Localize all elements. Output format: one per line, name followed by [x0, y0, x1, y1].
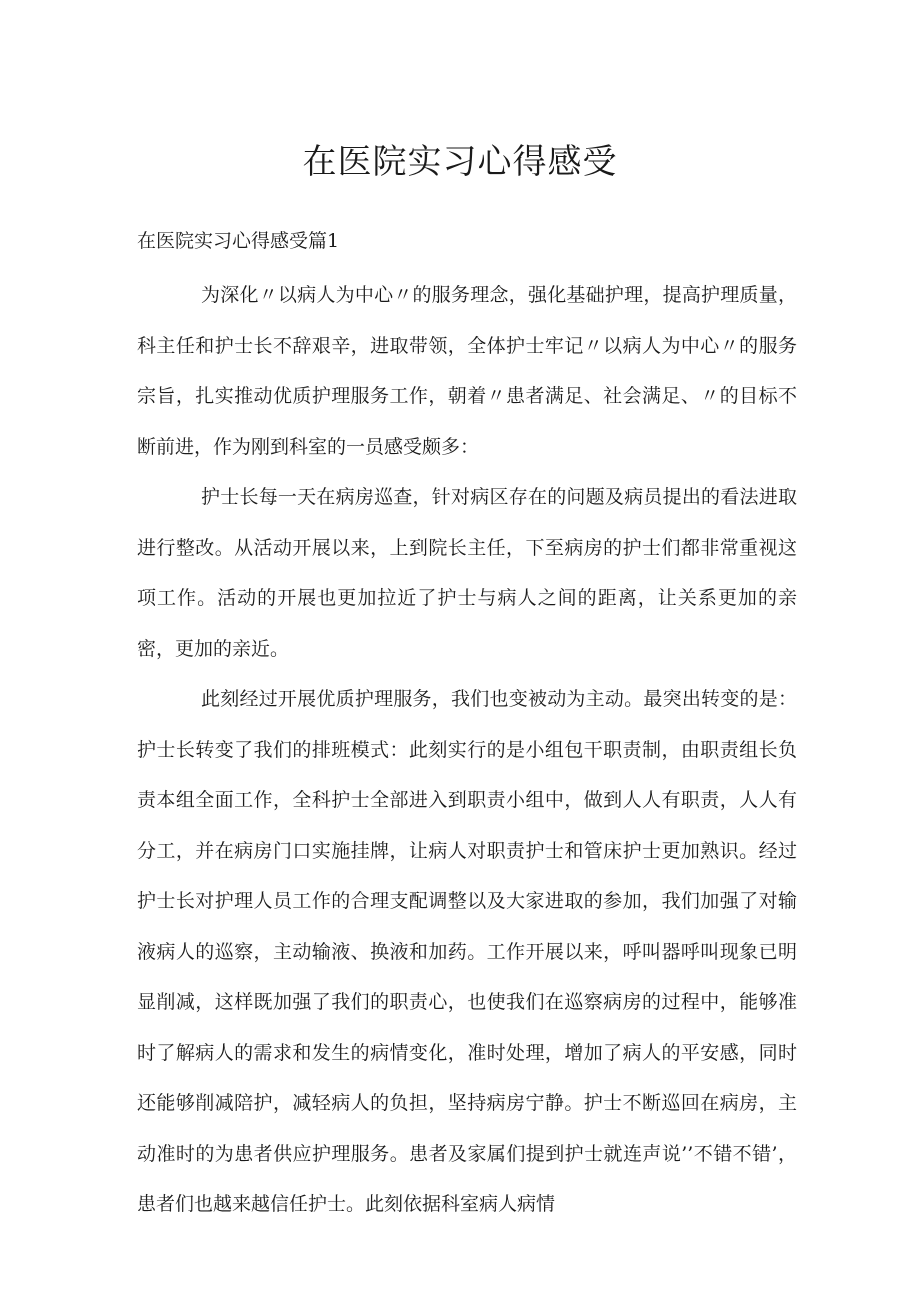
paragraph: 为深化〃以病人为中心〃的服务理念，强化基础护理，提高护理质量，科主任和护士长不辞艰辛，进取带领，全体护士牢记〃以病人为中心〃的服务宗旨，扎实推动优质护理服务工作，朝着〃患者满足、社会满足、〃的目标不断前进，作为刚到科室的一员感受颇多：: [137, 284, 797, 458]
paragraph: 此刻经过开展优质护理服务，我们也变被动为主动。最突出转变的是：护士长转变了我们的排班模式：此刻实行的是小组包干职责制，由职责组长负责本组全面工作，全科护士全部进入到职责小组中，做到人人有职责，人人有分工，并在病房门口实施挂牌，让病人对职责护士和管床护士更加熟识。经过护士长对护理人员工作的合理支配调整以及大家进取的参加，我们加强了对输液病人的巡察，主动输液、换液和加药。工作开展以来，呼叫器呼叫现象已明显削减，这样既加强了我们的职责心，也使我们在巡察病房的过程中，能够准时了解病人的需求和发生的病情变化，准时处理，增加了病人的平安感，同时还能够削减陪护，减轻病人的负担，坚持病房宁静。护士不断巡回在病房，主动准时的为患者供应护理服务。患者及家属们提到护士就连声说’’不错不错’，患者们也越来越信任护士。此刻依据科室病人病情: [137, 688, 797, 1215]
document-body: [137, 270, 797, 1230]
paragraph: 护士长每一天在病房巡查，针对病区存在的问题及病员提出的看法进取进行整改。从活动开展以来，上到院长主任，下至病房的护士们都非常重视这项工作。活动的开展也更加拉近了护士与病人之间的距离，让关系更加的亲密，更加的亲近。: [137, 486, 797, 660]
section-heading: 在医院实习心得感受篇1: [137, 230, 340, 252]
document-title: 在医院实习心得感受: [302, 142, 618, 182]
